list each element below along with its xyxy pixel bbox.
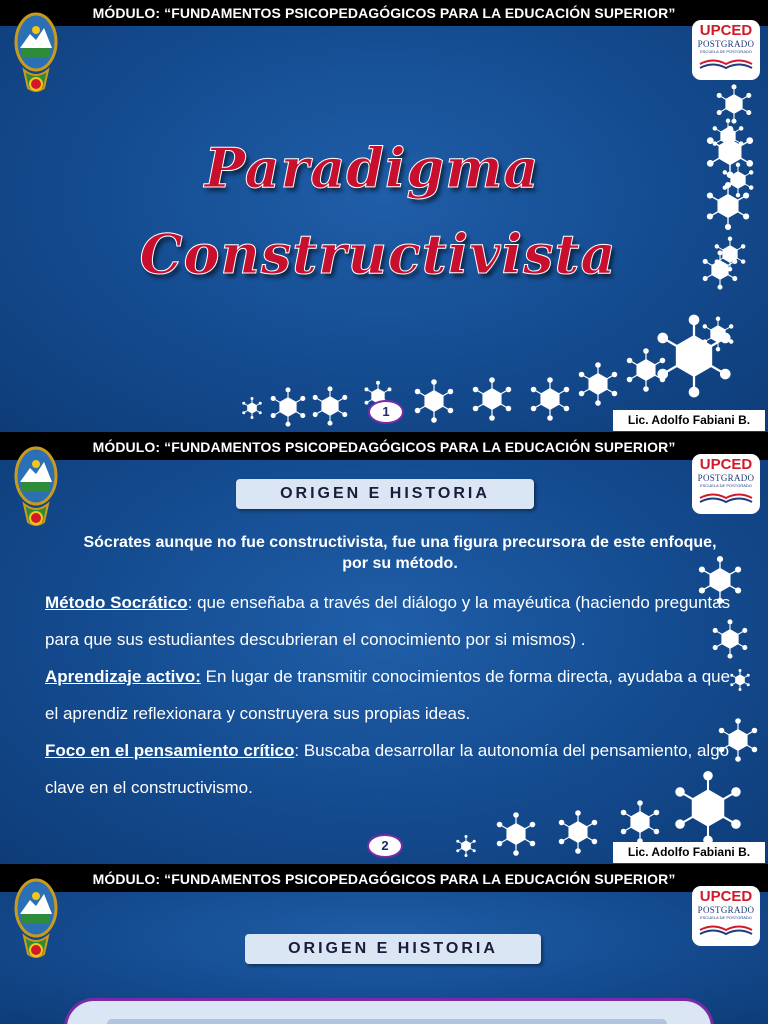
title-line-2: Constructivista bbox=[139, 222, 617, 286]
author-label: Lic. Adolfo Fabiani B. bbox=[613, 410, 765, 431]
list-item bbox=[45, 658, 735, 732]
molecule-decoration bbox=[0, 0, 768, 432]
item-text: En lugar de transmitir conocimientos de forma directa, ayudaba a que el aprendiz reflexionara y construyera sus propias ideas. bbox=[45, 667, 731, 723]
content-list bbox=[45, 584, 735, 806]
item-text: que enseñaba a través del diálogo y la mayéutica (haciendo preguntas para que sus estudiantes descubrieran el conocimiento por si mismos) . bbox=[45, 593, 731, 649]
molecule-icon bbox=[497, 812, 536, 856]
bubble-text-placeholder bbox=[107, 1019, 667, 1024]
molecule-icon bbox=[313, 386, 348, 425]
content-bubble bbox=[64, 998, 714, 1024]
university-seal-icon bbox=[14, 874, 58, 966]
slide-1 bbox=[0, 0, 768, 432]
page-number: 1 bbox=[368, 400, 404, 424]
logo-tagline: ESCUELA DE POSTGRADO bbox=[700, 49, 752, 54]
molecule-icon bbox=[707, 182, 749, 230]
molecule-icon bbox=[723, 163, 754, 198]
molecule-icon bbox=[456, 835, 475, 857]
item-term: Método Socrático bbox=[45, 593, 188, 612]
molecule-icon bbox=[271, 387, 306, 426]
logo-subtitle: POSTGRADO bbox=[697, 473, 755, 483]
molecule-icon bbox=[579, 362, 618, 406]
section-title: ORIGEN E HISTORIA bbox=[236, 479, 534, 509]
logo-name: UPCED bbox=[699, 456, 753, 473]
title-line-1: Paradigma bbox=[204, 136, 540, 200]
module-header: MÓDULO: “FUNDAMENTOS PSICOPEDAGÓGICOS PARA LA EDUCACIÓN SUPERIOR” bbox=[0, 0, 768, 26]
book-icon bbox=[696, 920, 756, 936]
upced-logo bbox=[692, 886, 760, 946]
list-item: Foco en el pensamiento crítico: Buscaba desarrollar la autonomía del pensamiento, algo clave en el constructivismo. bbox=[45, 741, 730, 797]
intro-text: Sócrates aunque no fue constructivista, fue una figura precursora de este enfoque, por su método. bbox=[83, 534, 717, 572]
molecule-icon bbox=[717, 84, 752, 123]
molecule-icon bbox=[473, 377, 512, 421]
molecule-icon bbox=[415, 379, 454, 423]
logo-tagline: ESCUELA DE POSTGRADO bbox=[700, 483, 752, 488]
item-term: Foco en el pensamiento crítico bbox=[45, 741, 295, 760]
section-title: ORIGEN E HISTORIA bbox=[245, 934, 541, 964]
module-header: MÓDULO: “FUNDAMENTOS PSICOPEDAGÓGICOS PARA LA EDUCACIÓN SUPERIOR” bbox=[0, 434, 768, 460]
molecule-icon bbox=[531, 377, 570, 421]
author-label: Lic. Adolfo Fabiani B. bbox=[613, 842, 765, 863]
module-header: MÓDULO: “FUNDAMENTOS PSICOPEDAGÓGICOS PARA LA EDUCACIÓN SUPERIOR” bbox=[0, 866, 768, 892]
logo-name: UPCED bbox=[699, 888, 753, 905]
list-item: Método Socrático: que enseñaba a través del diálogo y la mayéutica (haciendo preguntas para que sus estudiantes descubrieran el conocimiento por si mismos) . bbox=[45, 593, 731, 649]
slide-2 bbox=[0, 434, 768, 864]
item-term: Aprendizaje activo: bbox=[45, 667, 201, 686]
molecule-icon bbox=[621, 800, 660, 844]
logo-name: UPCED bbox=[699, 22, 753, 39]
logo-subtitle: POSTGRADO bbox=[697, 905, 755, 915]
page-number: 2 bbox=[367, 834, 403, 858]
molecule-icon bbox=[559, 810, 598, 854]
molecule-icon bbox=[242, 397, 261, 419]
slide-3 bbox=[0, 866, 768, 1024]
logo-subtitle: POSTGRADO bbox=[697, 39, 755, 49]
logo-tagline: ESCUELA DE POSTGRADO bbox=[700, 915, 752, 920]
item-text: Buscaba desarrollar la autonomía del pensamiento, algo clave en el constructivismo. bbox=[45, 741, 730, 797]
